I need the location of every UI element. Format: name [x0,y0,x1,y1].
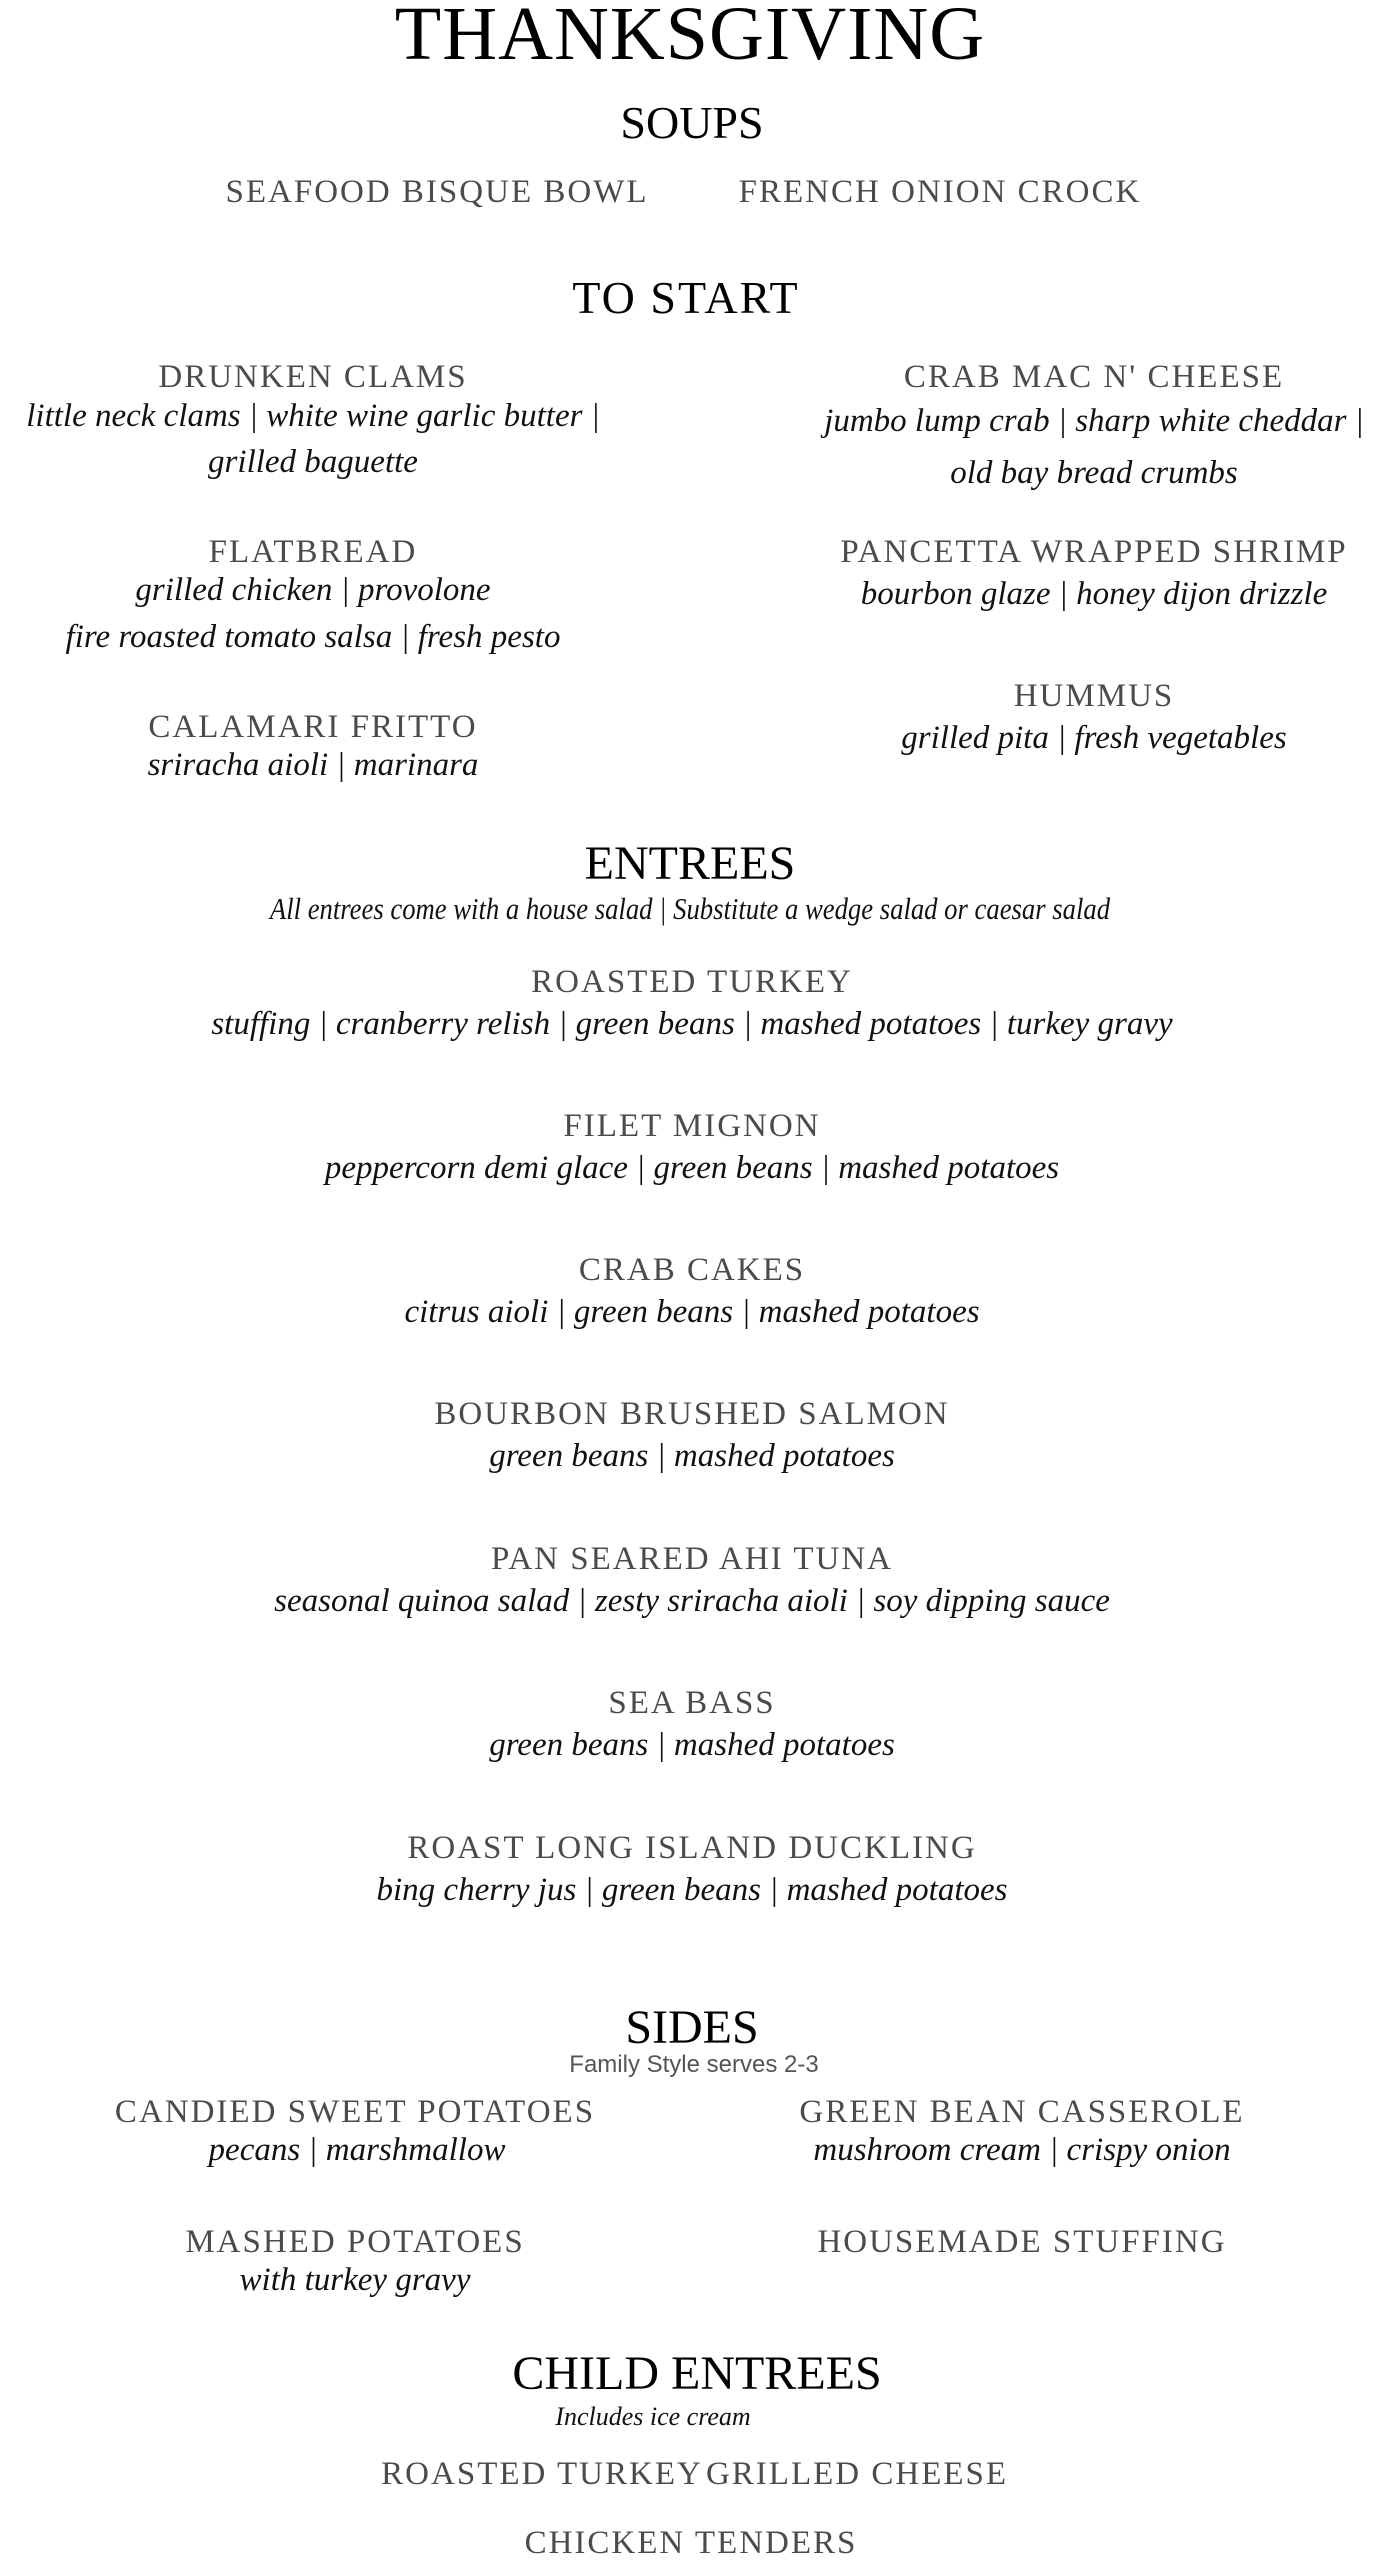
entree-name: CRAB CAKES [578,1252,806,1288]
soup-item: FRENCH ONION CROCK [738,174,1142,210]
side-name: HOUSEMADE STUFFING [817,2224,1227,2260]
side-description: pecans | marshmallow [208,2132,506,2168]
sides-subheading: Family Style serves 2-3 [569,2051,819,2078]
entree-name: ROAST LONG ISLAND DUCKLING [407,1830,977,1866]
side-name: CANDIED SWEET POTATOES [114,2094,596,2130]
starter-description: fire roasted tomato salsa | fresh pesto [65,619,561,655]
starter-description: little neck clams | white wine garlic butter | [26,398,600,434]
entree-description: bing cherry jus | green beans | mashed potatoes [376,1872,1008,1908]
starter-name: CALAMARI FRITTO [148,709,478,745]
sides-heading: SIDES [625,2001,759,2054]
starter-name: CRAB MAC N' CHEESE [903,359,1285,395]
side-description: mushroom cream | crispy onion [813,2132,1231,2168]
child-entree-item: ROASTED TURKEY [381,2456,703,2492]
entrees-heading: ENTREES [584,837,796,890]
starter-description: old bay bread crumbs [950,455,1238,491]
starter-name: FLATBREAD [208,534,418,570]
entree-name: FILET MIGNON [563,1108,821,1144]
child-entree-item: CHICKEN TENDERS [524,2525,858,2561]
entree-description: green beans | mashed potatoes [489,1727,895,1763]
entree-description: green beans | mashed potatoes [489,1438,895,1474]
starter-description: grilled chicken | provolone [135,572,491,608]
child-entree-item: GRILLED CHEESE [705,2456,1009,2492]
side-name: GREEN BEAN CASSEROLE [799,2094,1245,2130]
entree-description: peppercorn demi glace | green beans | mashed potatoes [324,1150,1060,1186]
starter-description: sriracha aioli | marinara [147,747,479,783]
child-entrees-note: Includes ice cream [555,2402,751,2431]
menu-title: THANKSGIVING [394,0,986,76]
starter-description: grilled pita | fresh vegetables [901,720,1287,756]
entree-description: seasonal quinoa salad | zesty sriracha aioli | soy dipping sauce [274,1583,1110,1619]
entree-name: BOURBON BRUSHED SALMON [434,1396,950,1432]
soup-item: SEAFOOD BISQUE BOWL [225,174,649,210]
starter-description: bourbon glaze | honey dijon drizzle [860,576,1328,612]
starter-name: HUMMUS [1013,678,1175,714]
child-entrees-heading: CHILD ENTREES [512,2347,882,2400]
starter-name: PANCETTA WRAPPED SHRIMP [840,534,1348,570]
starter-name: DRUNKEN CLAMS [158,359,468,395]
starter-description: grilled baguette [208,444,418,480]
to-start-heading: TO START [572,272,800,323]
side-description: with turkey gravy [239,2262,471,2298]
entree-description: citrus aioli | green beans | mashed potatoes [404,1294,980,1330]
soups-heading: SOUPS [620,97,764,148]
side-name: MASHED POTATOES [185,2224,525,2260]
entree-description: stuffing | cranberry relish | green beans | mashed potatoes | turkey gravy [211,1006,1173,1042]
entree-name: ROASTED TURKEY [531,964,853,1000]
entree-name: PAN SEARED AHI TUNA [491,1541,893,1577]
entrees-note: All entrees come with a house salad | Substitute a wedge salad or caesar salad [269,891,1111,926]
entree-name: SEA BASS [608,1685,776,1721]
starter-description: jumbo lump crab | sharp white cheddar | [824,403,1364,439]
